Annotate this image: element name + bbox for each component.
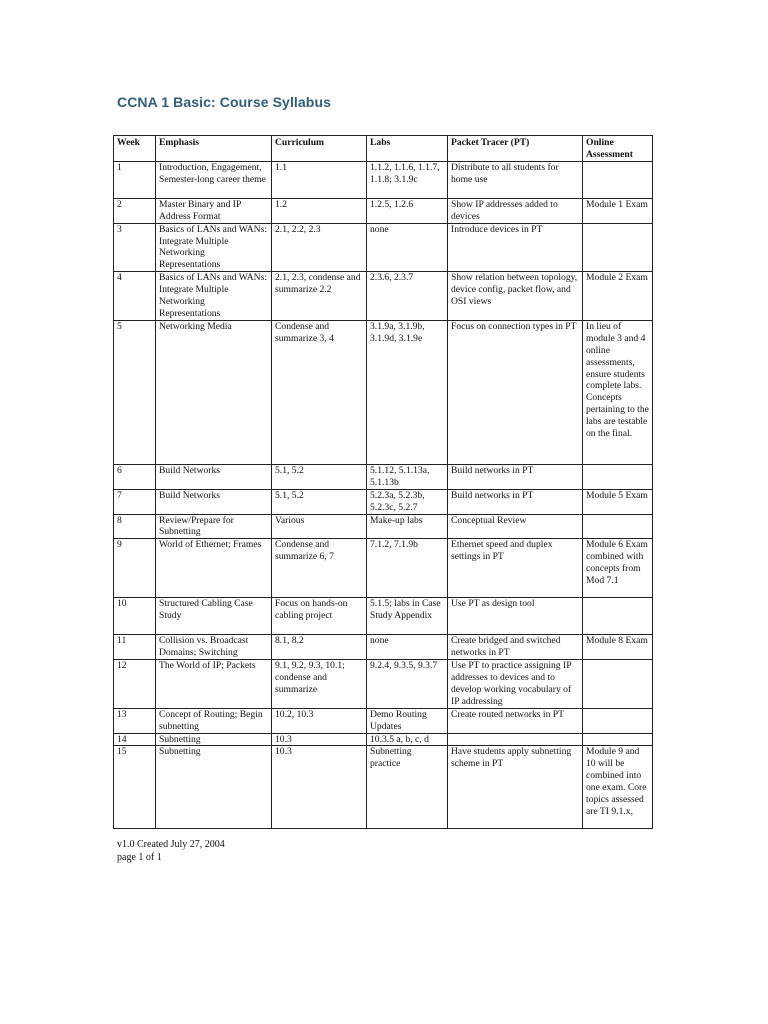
table-row [114, 635, 653, 660]
labs-cell: 5.1.12, 5.1.13a, 5.1.13b [367, 464, 448, 489]
emphasis-cell: Subnetting [156, 733, 272, 746]
labs-cell: 10.3.5 a, b, c, d [367, 733, 448, 746]
week-cell: 1 [114, 161, 156, 198]
assessment-cell [583, 733, 653, 746]
week-cell: 4 [114, 272, 156, 321]
labs-cell: 5.1.5; labs in Case Study Appendix [367, 598, 448, 635]
emphasis-cell: Networking Media [156, 320, 272, 464]
emphasis-cell: Build Networks [156, 464, 272, 489]
labs-cell: 5.2.3a, 5.2.3b, 5.2.3c, 5.2.7 [367, 489, 448, 514]
assessment-cell [583, 660, 653, 709]
packet-tracer-cell: Use PT to practice assigning IP addresses to devices and to develop working vocabulary of IP addressing [448, 660, 583, 709]
emphasis-cell: Basics of LANs and WANs: Integrate Multiple Networking Representations [156, 223, 272, 272]
document-footer [117, 838, 225, 864]
labs-cell: Make-up labs [367, 514, 448, 539]
column-header-week: Week [114, 136, 156, 162]
packet-tracer-cell: Conceptual Review [448, 514, 583, 539]
labs-cell: none [367, 223, 448, 272]
labs-cell: 2.3.6, 2.3.7 [367, 272, 448, 321]
assessment-cell: In lieu of module 3 and 4 online assessments, ensure students complete labs. Concepts pertaining to the labs are testable on the final. [583, 320, 653, 464]
packet-tracer-cell: Focus on connection types in PT [448, 320, 583, 464]
labs-cell: 9.2.4, 9.3.5, 9.3.7 [367, 660, 448, 709]
curriculum-cell: 10.3 [272, 746, 367, 829]
week-cell: 6 [114, 464, 156, 489]
week-cell: 15 [114, 746, 156, 829]
curriculum-cell: 10.3 [272, 733, 367, 746]
week-cell: 11 [114, 635, 156, 660]
table-row [114, 161, 653, 198]
packet-tracer-cell: Distribute to all students for home use [448, 161, 583, 198]
table-row [114, 598, 653, 635]
assessment-cell: Module 2 Exam [583, 272, 653, 321]
packet-tracer-cell: Build networks in PT [448, 464, 583, 489]
curriculum-cell: 2.1, 2.3, condense and summarize 2.2 [272, 272, 367, 321]
week-cell: 2 [114, 198, 156, 223]
table-row [114, 746, 653, 829]
packet-tracer-cell: Have students apply subnetting scheme in PT [448, 746, 583, 829]
emphasis-cell: Basics of LANs and WANs: Integrate Multiple Networking Representations [156, 272, 272, 321]
table-header-row [114, 136, 653, 162]
curriculum-cell: 5.1, 5.2 [272, 464, 367, 489]
assessment-cell [583, 161, 653, 198]
assessment-cell: Module 8 Exam [583, 635, 653, 660]
column-header-curriculum: Curriculum [272, 136, 367, 162]
curriculum-cell: 8.1, 8.2 [272, 635, 367, 660]
assessment-cell [583, 598, 653, 635]
labs-cell: 1.2.5, 1.2.6 [367, 198, 448, 223]
table-row [114, 320, 653, 464]
week-cell: 10 [114, 598, 156, 635]
packet-tracer-cell: Create routed networks in PT [448, 708, 583, 733]
assessment-cell: Module 1 Exam [583, 198, 653, 223]
curriculum-cell: Condense and summarize 3, 4 [272, 320, 367, 464]
curriculum-cell: Various [272, 514, 367, 539]
table-row [114, 514, 653, 539]
labs-cell: 7.1.2, 7.1.9b [367, 539, 448, 598]
week-cell: 5 [114, 320, 156, 464]
table-row [114, 223, 653, 272]
curriculum-cell: 1.2 [272, 198, 367, 223]
packet-tracer-cell: Show IP addresses added to devices [448, 198, 583, 223]
emphasis-cell: The World of IP; Packets [156, 660, 272, 709]
packet-tracer-cell: Use PT as design tool [448, 598, 583, 635]
week-cell: 13 [114, 708, 156, 733]
table-row [114, 272, 653, 321]
assessment-cell [583, 708, 653, 733]
emphasis-cell: Review/Prepare for Subnetting [156, 514, 272, 539]
assessment-cell [583, 464, 653, 489]
table-row [114, 198, 653, 223]
curriculum-cell: 9.1, 9.2, 9.3, 10.1; condense and summarize [272, 660, 367, 709]
labs-cell: 1.1.2, 1.1.6, 1.1.7, 1.1.8; 3.1.9c [367, 161, 448, 198]
page-number: page 1 of 1 [117, 852, 162, 863]
table-row [114, 539, 653, 598]
assessment-cell: Module 5 Exam [583, 489, 653, 514]
curriculum-cell: 2.1, 2.2, 2.3 [272, 223, 367, 272]
column-header-packet-tracer: Packet Tracer (PT) [448, 136, 583, 162]
document-title: CCNA 1 Basic: Course Syllabus [117, 94, 332, 110]
packet-tracer-cell: Ethernet speed and duplex settings in PT [448, 539, 583, 598]
curriculum-cell: 5.1, 5.2 [272, 489, 367, 514]
week-cell: 9 [114, 539, 156, 598]
column-header-online-assessment: Online Assessment [583, 136, 653, 162]
curriculum-cell: Condense and summarize 6, 7 [272, 539, 367, 598]
emphasis-cell: Collision vs. Broadcast Domains; Switching [156, 635, 272, 660]
curriculum-cell: Focus on hands-on cabling project [272, 598, 367, 635]
week-cell: 7 [114, 489, 156, 514]
table-row [114, 660, 653, 709]
table-row [114, 489, 653, 514]
emphasis-cell: World of Ethernet; Frames [156, 539, 272, 598]
assessment-cell: Module 9 and 10 will be combined into one exam. Core topics assessed are TI 9.1.x, [583, 746, 653, 829]
labs-cell: Subnetting practice [367, 746, 448, 829]
packet-tracer-cell: Build networks in PT [448, 489, 583, 514]
column-header-labs: Labs [367, 136, 448, 162]
week-cell: 8 [114, 514, 156, 539]
column-header-emphasis: Emphasis [156, 136, 272, 162]
table-row [114, 708, 653, 733]
curriculum-cell: 10.2, 10.3 [272, 708, 367, 733]
emphasis-cell: Build Networks [156, 489, 272, 514]
labs-cell: Demo Routing Updates [367, 708, 448, 733]
emphasis-cell: Concept of Routing; Begin subnetting [156, 708, 272, 733]
syllabus-table [113, 135, 653, 829]
labs-cell: none [367, 635, 448, 660]
table-row [114, 733, 653, 746]
version-line: v1.0 Created July 27, 2004 [117, 839, 225, 850]
packet-tracer-cell: Create bridged and switched networks in PT [448, 635, 583, 660]
emphasis-cell: Structured Cabling Case Study [156, 598, 272, 635]
packet-tracer-cell: Show relation between topology, device config, packet flow, and OSI views [448, 272, 583, 321]
packet-tracer-cell: Introduce devices in PT [448, 223, 583, 272]
week-cell: 14 [114, 733, 156, 746]
emphasis-cell: Subnetting [156, 746, 272, 829]
curriculum-cell: 1.1 [272, 161, 367, 198]
week-cell: 3 [114, 223, 156, 272]
assessment-cell [583, 223, 653, 272]
labs-cell: 3.1.9a, 3.1.9b, 3.1.9d, 3.1.9e [367, 320, 448, 464]
emphasis-cell: Introduction, Engagement, Semester-long career theme [156, 161, 272, 198]
assessment-cell: Module 6 Exam combined with concepts from Mod 7.1 [583, 539, 653, 598]
packet-tracer-cell [448, 733, 583, 746]
emphasis-cell: Master Binary and IP Address Format [156, 198, 272, 223]
week-cell: 12 [114, 660, 156, 709]
table-row [114, 464, 653, 489]
assessment-cell [583, 514, 653, 539]
